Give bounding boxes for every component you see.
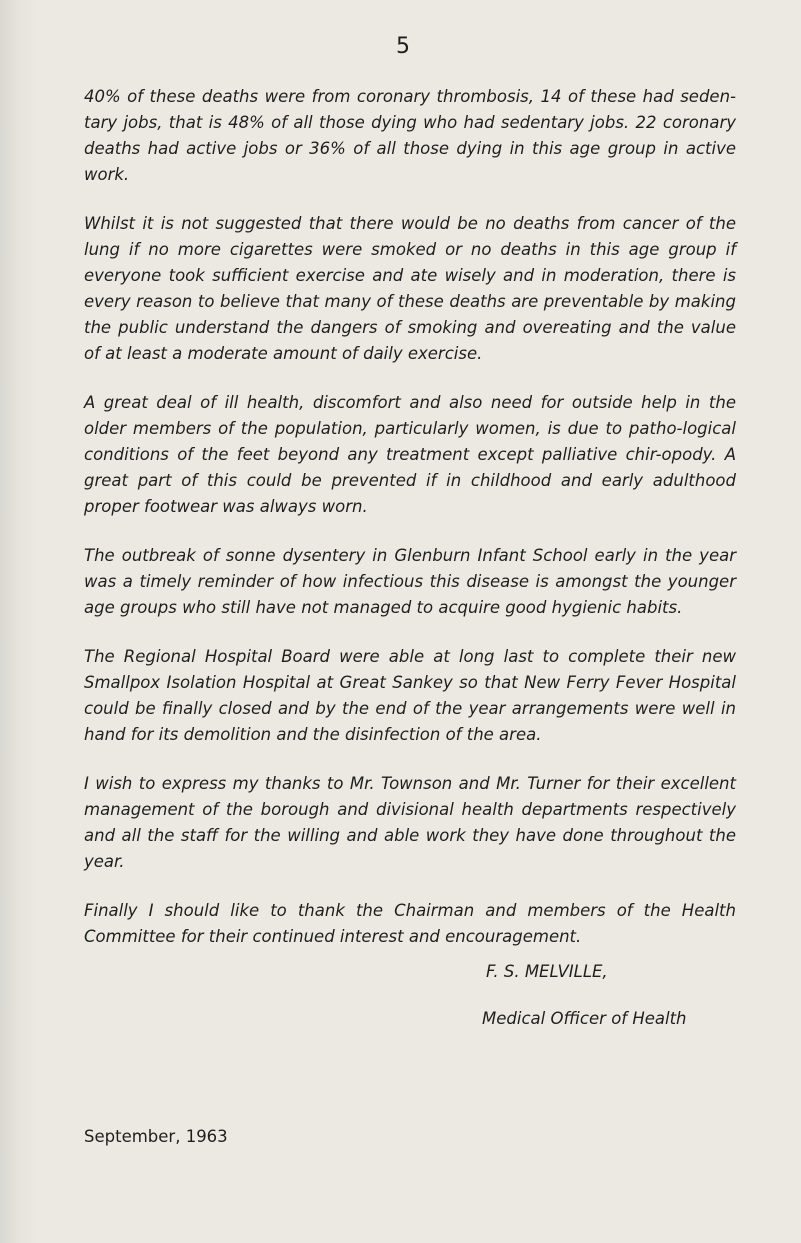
report-date: September, 1963 xyxy=(84,1127,228,1146)
paragraph-thanks-committee: Finally I should like to thank the Chairman and members of the Health Committee for their continued interest and encouragement. xyxy=(84,901,736,946)
paragraph-thanks-staff: I wish to express my thanks to Mr. Townson and Mr. Turner for their excellent management of the borough and divisional health departments respectively and all the staff for the willing and able work they have done throughout the year. xyxy=(84,774,736,871)
paragraph-foot-health: A great deal of ill health, discomfort and also need for outside help in the older members of the population, particularly women, is due to patho-logical conditions of the feet beyond any treatment except palliative chir-opody. A great part of this could be prevented if in childhood and early adulthood proper footwear was always worn. xyxy=(84,393,736,516)
paragraph-coronary-deaths: 40% of these deaths were from coronary thrombosis, 14 of these had seden-tary jobs, that is 48% of all those dying who had sedentary jobs. 22 coronary deaths had active jobs or 36% of all those dying in this age group in active work. xyxy=(84,87,736,184)
signatory-name: F. S. MELVILLE, xyxy=(486,962,608,981)
page-number: 5 xyxy=(396,34,410,59)
signature-block xyxy=(482,962,762,1028)
report-body xyxy=(84,84,736,973)
paragraph-dysentery-outbreak: The outbreak of sonne dysentery in Glenburn Infant School early in the year was a timely reminder of how infectious this disease is amongst the younger age groups who still have not managed to acquire good hygienic habits. xyxy=(84,546,736,617)
signatory-title: Medical Officer of Health xyxy=(482,1009,687,1028)
paragraph-hospital-board: The Regional Hospital Board were able at long last to complete their new Smallpox Isolation Hospital at Great Sankey so that New Ferry Fever Hospital could be finally closed and by the end of the year arrangements were well in hand for its demolition and the disinfection of the area. xyxy=(84,647,736,744)
paragraph-preventable-deaths: Whilst it is not suggested that there would be no deaths from cancer of the lung if no more cigarettes were smoked or no deaths in this age group if everyone took sufficient exercise and ate wisely and in moderation, there is every reason to believe that many of these deaths are preventable by making the public understand the dangers of smoking and overeating and the value of at least a moderate amount of daily exercise. xyxy=(84,214,736,363)
